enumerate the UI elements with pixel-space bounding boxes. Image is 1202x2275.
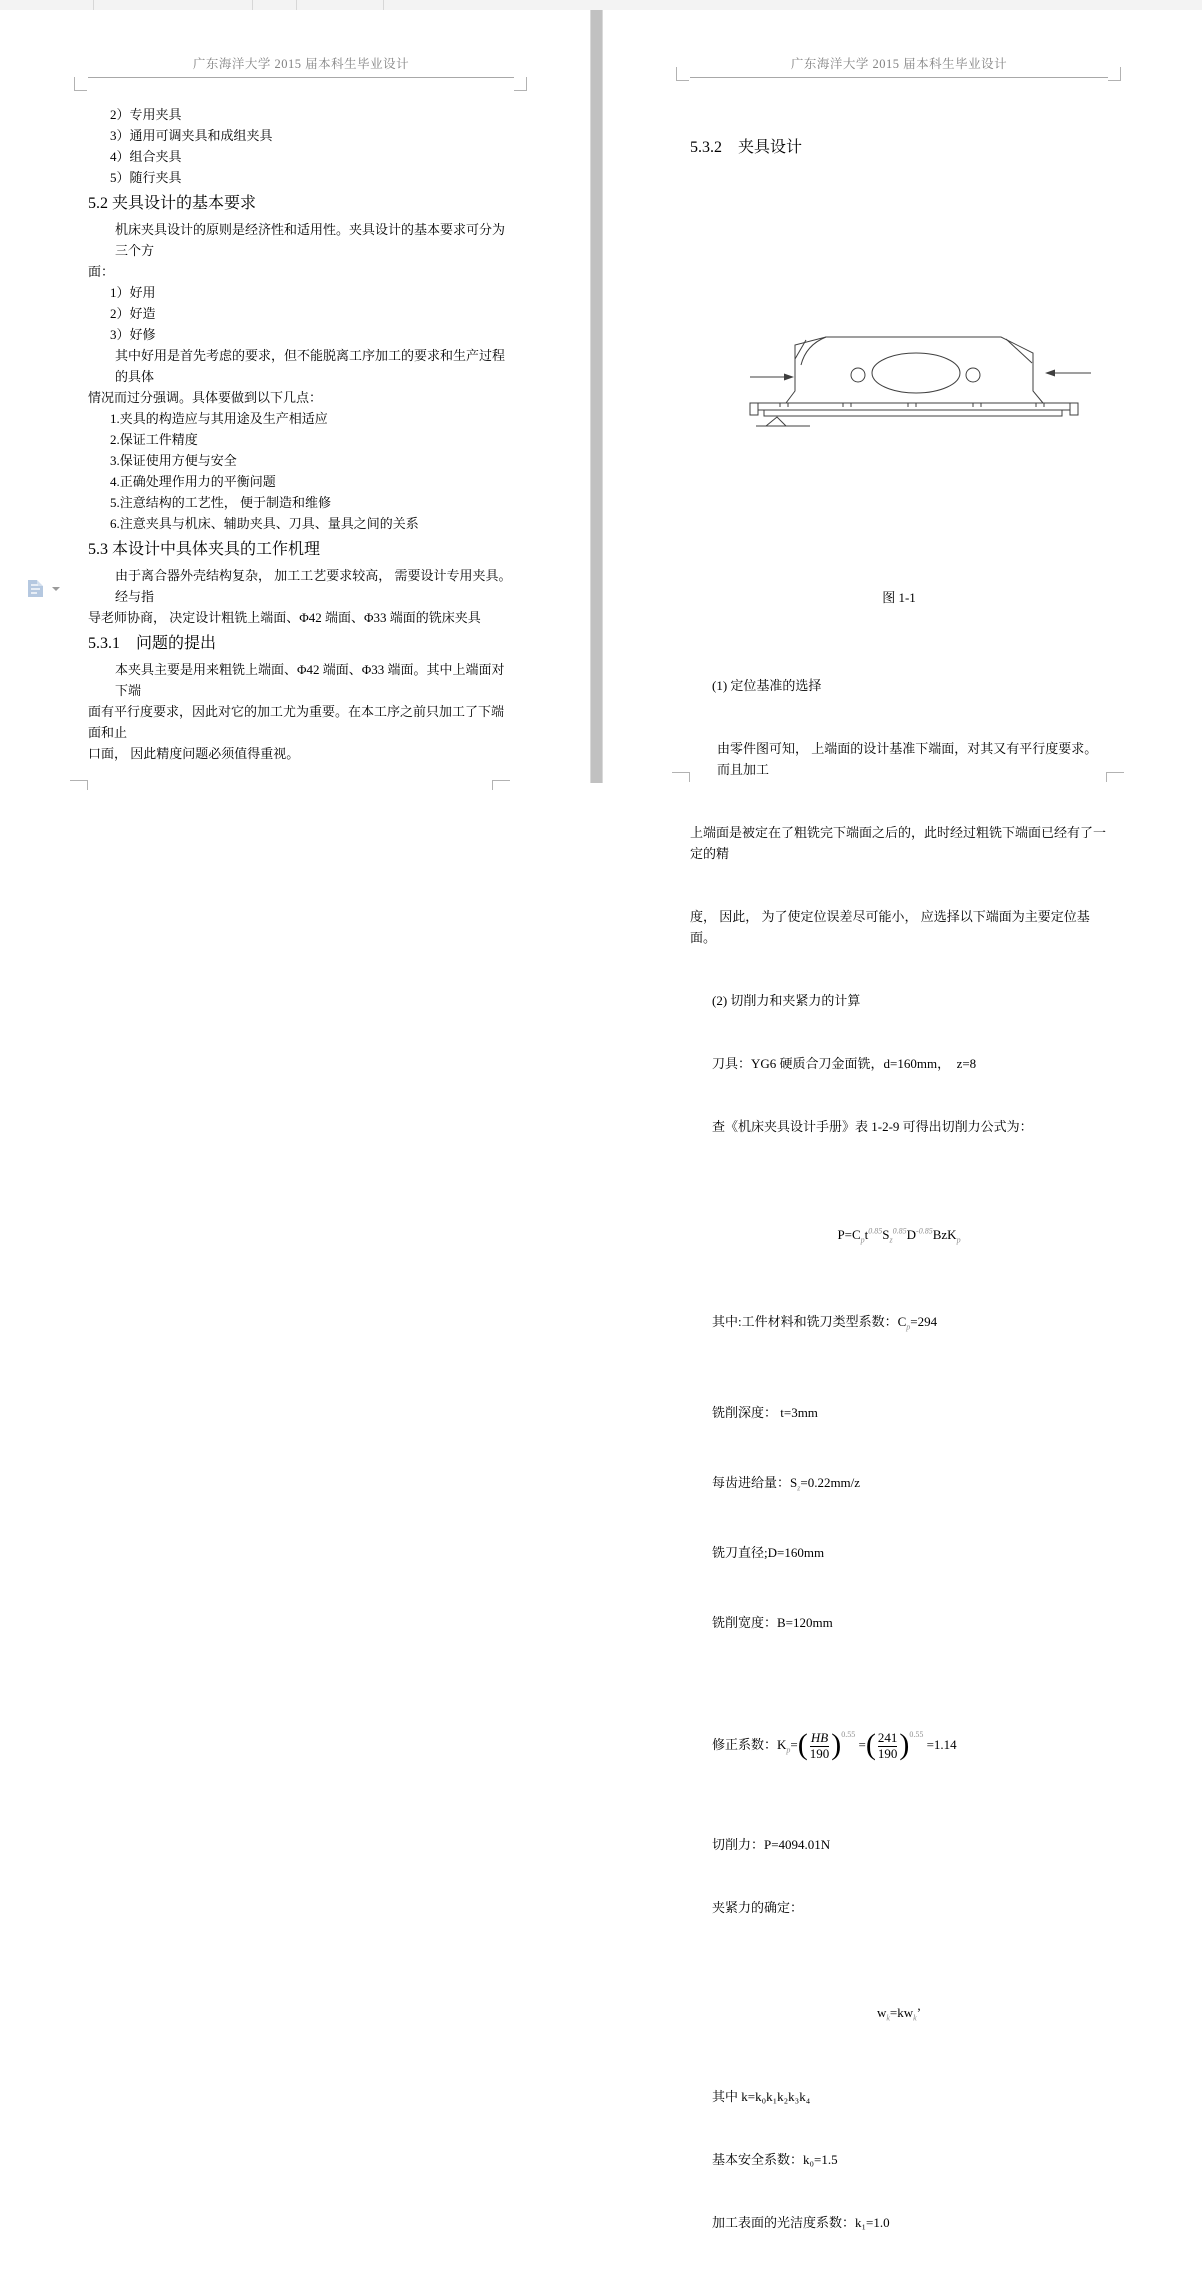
margin-corner-mark — [1108, 67, 1121, 81]
text-line: 铣刀直径;D=160mm — [712, 1545, 825, 1560]
text-line: 口面， 因此精度问题必须值得重视。 — [88, 746, 300, 761]
figure-caption: 图 1-1 — [882, 590, 916, 605]
margin-corner-mark — [676, 67, 689, 81]
text-line: 3）通用可调夹具和成组夹具 — [110, 128, 273, 143]
text-line: 机床夹具设计的原则是经济性和适用性。夹具设计的基本要求可分为三个方 — [115, 222, 506, 258]
text-line: 导老师协商， 决定设计粗铣上端面、Φ42 端面、Φ33 端面的铣床夹具 — [88, 610, 481, 625]
text-line: 2）好造 — [110, 306, 156, 321]
toolbar-separator — [296, 0, 297, 10]
text-line: 铣削宽度：B=120mm — [712, 1615, 833, 1630]
text-line: 本夹具主要是用来粗铣上端面、Φ42 端面、Φ33 端面。其中上端面对下端 — [115, 662, 505, 698]
section-heading: 5.2 夹具设计的基本要求 — [88, 195, 257, 212]
right-page-text — [690, 90, 1108, 2275]
text-line: 2.保证工件精度 — [110, 432, 198, 447]
margin-corner-mark — [70, 780, 88, 790]
text-line: 3.保证使用方便与安全 — [110, 453, 237, 468]
left-page-text — [88, 104, 514, 764]
text-line: 5.注意结构的工艺性， 便于制造和维修 — [110, 495, 332, 510]
text-line: 面有平行度要求，因此对它的加工尤为重要。在本工序之前只加工了下端面和止 — [88, 704, 505, 740]
text-line: 4.正确处理作用力的平衡问题 — [110, 474, 276, 489]
margin-corner-mark — [1106, 772, 1124, 782]
text-line: 其中好用是首先考虑的要求，但不能脱离工序加工的要求和生产过程的具体 — [115, 348, 506, 384]
feed-line: 每齿进给量：$S_z=0.22mm/z$ — [712, 1475, 861, 1493]
paste-options-button[interactable] — [28, 580, 62, 598]
text-line: 加工表面的光洁度系数：k₁=1.0 — [712, 2215, 890, 2230]
text-line: 基本安全系数：k₀=1.5 — [712, 2152, 838, 2167]
text-line: 刀具：YG6 硬质合刀金面铣，d=160mm， z=8 — [712, 1056, 977, 1071]
text-line: 面： — [88, 264, 115, 279]
text-line: 3）好修 — [110, 327, 156, 342]
text-line: 度， 因此， 为了使定位误差尽可能小， 应选择以下端面为主要定位基面。 — [690, 909, 1090, 945]
header-rule — [88, 77, 514, 78]
page-header: 广东海洋大学 2015 届本科生毕业设计 — [192, 57, 410, 71]
text-line: 夹紧力的确定： — [712, 1900, 804, 1915]
text-line: 切削力：P=4094.01N — [712, 1837, 831, 1852]
correction-coefficient-formula: 修正系数：$K_p=$( $\frac{HB}{190}$ )$^{0.55}$ =( $\frac{241}{190}$ )$^{0.55}$ =1.14 — [712, 1728, 957, 1762]
document-page-left[interactable] — [0, 10, 590, 783]
text-line: 情况而过分强调。具体要做到以下几点： — [88, 390, 323, 405]
part-cross-section-drawing — [748, 333, 1093, 433]
margin-corner-mark — [672, 772, 690, 782]
text-line: 查《机床夹具设计手册》表 1-2-9 可得出切削力公式为： — [712, 1119, 1033, 1134]
text-line: 5）随行夹具 — [110, 170, 182, 185]
text-line: (1) 定位基准的选择 — [712, 678, 822, 693]
margin-corner-mark — [514, 77, 527, 91]
toolbar-separator — [93, 0, 94, 10]
cutting-force-formula: $P=C_pt^{0.85}S_z^{0.85}D^{-0.85}BzK_p$ — [837, 1226, 961, 1245]
page-gap — [590, 10, 603, 783]
text-line: (2) 切削力和夹紧力的计算 — [712, 993, 861, 1008]
text-line: 1.夹具的构造应与其用途及生产相适应 — [110, 411, 328, 426]
text-line: 6.注意夹具与机床、辅助夹具、刀具、量具之间的关系 — [110, 516, 419, 531]
page-header: 广东海洋大学 2015 届本科生毕业设计 — [790, 57, 1008, 71]
margin-corner-mark — [492, 780, 510, 790]
text-line: 上端面是被定在了粗铣完下端面之后的，此时经过粗铣下端面已经有了一定的精 — [690, 825, 1107, 861]
text-line: 由于离合器外壳结构复杂， 加工工艺要求较高， 需要设计专用夹具。经与指 — [115, 568, 512, 604]
coefficient-line: 其中:工件材料和铣刀类型系数：$C_p=294$ — [712, 1314, 938, 1332]
text-line: 4）组合夹具 — [110, 149, 182, 164]
section-heading: 5.3 本设计中具体夹具的工作机理 — [88, 541, 321, 558]
text-line: 由零件图可知， 上端面的设计基准下端面，对其又有平行度要求。而且加工 — [717, 741, 1098, 777]
document-icon — [28, 580, 43, 597]
clamping-force-formula: $w_k=kw_k$’ — [876, 2005, 922, 2023]
part-cross-section-figure — [748, 291, 1093, 475]
text-line: 2）专用夹具 — [110, 107, 182, 122]
margin-corner-mark — [74, 77, 87, 91]
header-rule — [690, 77, 1108, 78]
document-page-right[interactable] — [603, 10, 1202, 2230]
chevron-down-icon — [52, 587, 60, 591]
text-line: 铣削深度： t=3mm — [712, 1405, 818, 1420]
text-line: 其中 k=k₀k₁k₂k₃k₄ — [712, 2089, 811, 2104]
toolbar-separator — [383, 0, 384, 10]
text-line: 1）好用 — [110, 285, 156, 300]
section-heading: 5.3.2 夹具设计 — [690, 139, 803, 156]
section-heading: 5.3.1 问题的提出 — [88, 635, 217, 652]
toolbar-separator — [252, 0, 253, 10]
